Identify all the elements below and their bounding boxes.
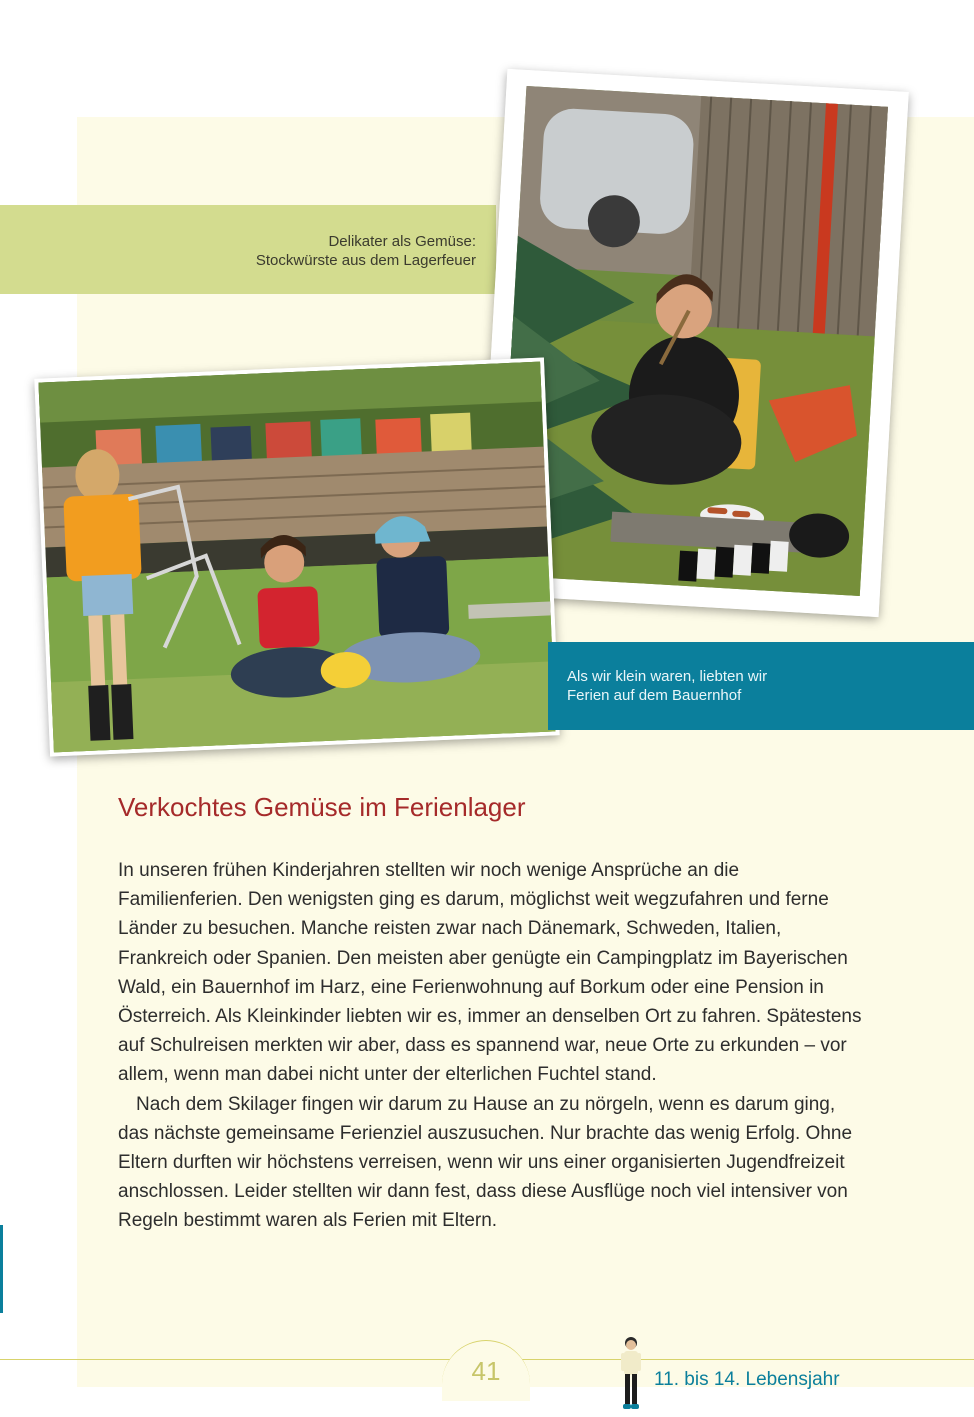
photo-caption-sausages: Delikater als Gemüse: Stockwürste aus dem Lagerfeuer xyxy=(255,233,476,269)
child-figure-icon xyxy=(616,1334,646,1416)
page-number: 41 xyxy=(471,1356,501,1386)
chapter-label: 11. bis 14. Lebensjahr xyxy=(654,1369,840,1390)
article-paragraph-2: Nach dem Skilager fingen wir darum zu Hause an zu nörgeln, wenn es darum ging, das nächste gemeinsame Ferienziel auszusuchen. Nur brachte das wenig Erfolg. Ohne Eltern durften wir höchstens verreisen, wenn wir uns einer organisierten Jugendfreizeit anschlossen. Leider stellten wir dann fest, dass diese Ausflüge noch viel intensiver von Regeln bestimmt waren als Ferien mit Eltern. xyxy=(118,1093,853,1232)
left-edge-accent xyxy=(0,1225,3,1313)
caption-band-green xyxy=(0,205,496,294)
photo-caption-farm: Als wir klein waren, liebten wir Ferien auf dem Bauernhof xyxy=(567,668,768,704)
article-paragraph-1: In unseren frühen Kinderjahren stellten wir noch wenige Ansprüche an die Familienferien. Den wenigsten ging es darum, möglichst weit wegzufahren und ferne Länder zu besuchen. Manche reisten zwar nach Dänemark, Schweden, Italien, Frankreich oder Spanien. Den meisten aber genügte ein Campingplatz im Bayerischen Wald, ein Bauernhof im Harz, eine Ferienwohnung auf Borkum oder eine Pension in Österreich. Als Kleinkinder liebten wir es, immer an denselben Ort zu fahren. Spätestens auf Schulreisen merkten wir aber, dass es spannend war, neue Orte zu erkunden – vor allem, wenn man dabei nicht unter der elterlichen Fuchtel stand. xyxy=(118,860,862,1086)
caption-band-blue xyxy=(548,642,974,730)
article-body xyxy=(118,856,868,1236)
photo-farm-holiday-image xyxy=(34,357,559,756)
photo-farm-holiday xyxy=(34,357,559,756)
article-heading: Verkochtes Gemüse im Ferienlager xyxy=(118,792,526,822)
